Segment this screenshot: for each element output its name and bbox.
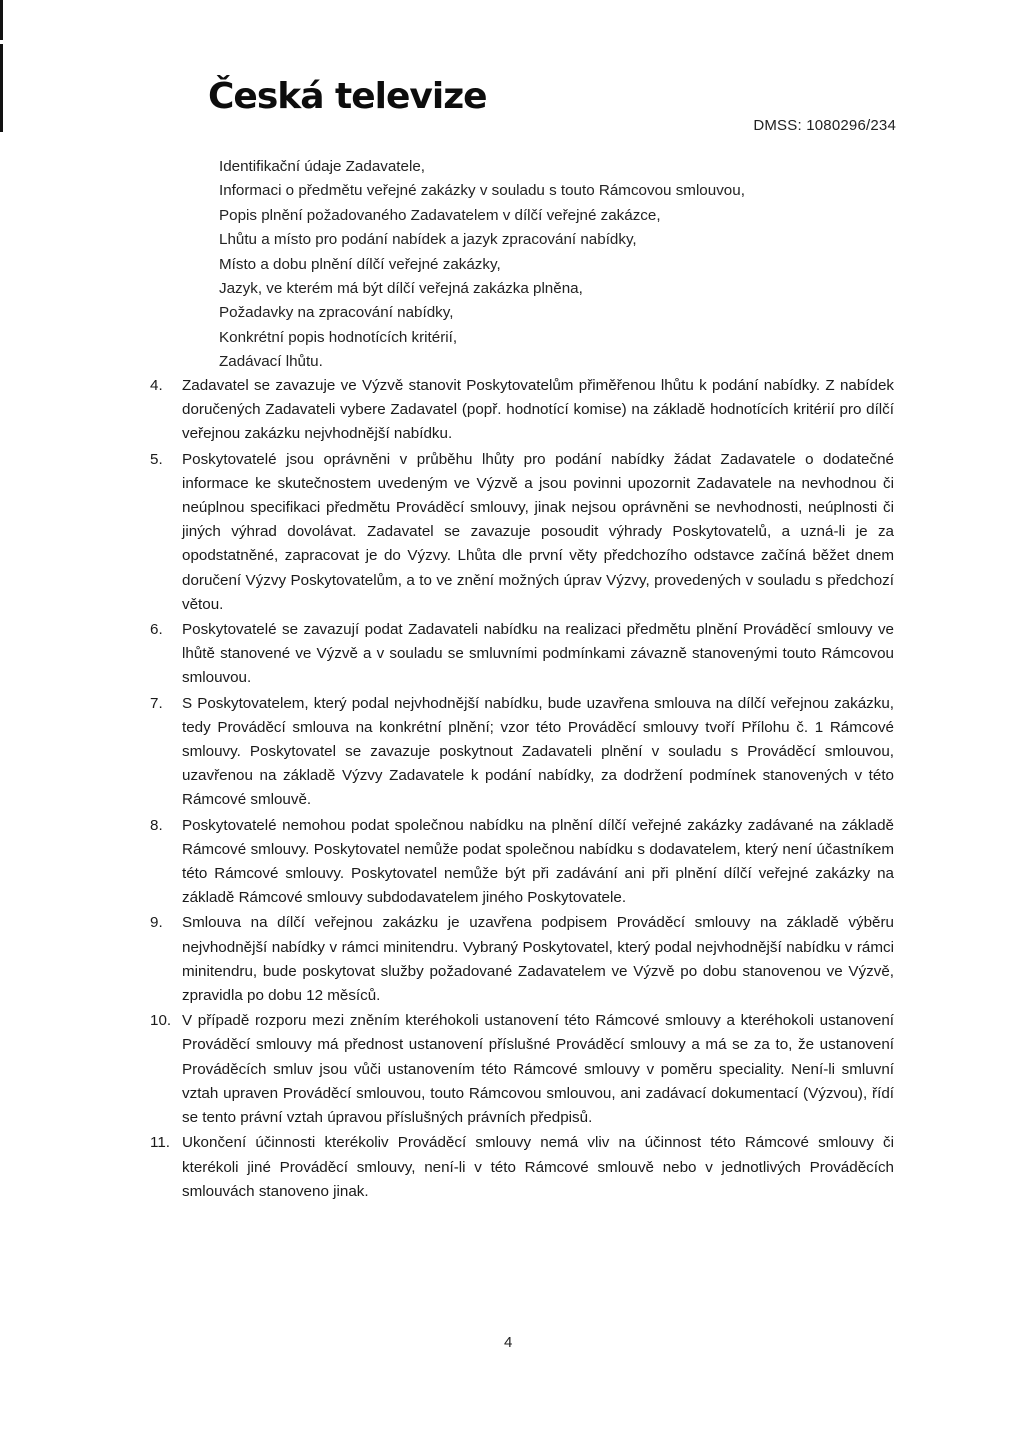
sublist-item: Místo a dobu plnění dílčí veřejné zakázky,: [219, 255, 501, 273]
clause-text: Poskytovatelé se zavazují podat Zadavateli nabídku na realizaci předmětu plnění Prováděcí smlouvy ve lhůtě stanovené ve Výzvě a v souladu se smluvními podmínkami závazně stanovenými touto Rámcovou smlouvou.: [182, 621, 894, 687]
ct-logo: Česká televize: [208, 76, 487, 117]
clause-number: 5.: [150, 450, 163, 468]
sublist-item: Lhůtu a místo pro podání nabídek a jazyk zpracování nabídky,: [219, 231, 637, 249]
sublist-item: Identifikační údaje Zadavatele,: [219, 158, 426, 175]
clause-number: 4.: [150, 377, 163, 394]
clause-text: V případě rozporu mezi zněním kteréhokoli ustanovení této Rámcové smlouvy a kteréhokoli ustanovení Prováděcí smlouvy má přednost ustanovení příslušné Prováděcí smlouvy a má se za to, že ustanovení Prováděcích smluv jsou vůči ustanovením této Rámcové smlouvy v poměru speciality. Není-li smluvní vztah upraven Prováděcí smlouvou, touto Rámcovou smlouvou, ani zadávací dokumentací (Výzvou), řídí se tento právní vztah úpravou příslušných právních předpisů.: [182, 1012, 894, 1127]
clause-number: 6.: [150, 621, 163, 639]
clause-item: [150, 618, 894, 691]
page-number: 4: [504, 1334, 513, 1351]
clause-text: Ukončení účinnosti kterékoliv Prováděcí smlouvy nemá vliv na účinnost této Rámcové smlouvy či kterékoli jiné Prováděcí smlouvy, není-li v této Rámcové smlouvě nebo v jednotlivých Prováděcích smlouvách stanoveno jinak.: [182, 1134, 894, 1200]
clause-text: Poskytovatelé nemohou podat společnou nabídku na plnění dílčí veřejné zakázky zadávané na základě Rámcové smlouvy. Poskytovatel nemůže podat společnou nabídku s dodavatelem, který není účastníkem této Rámcové smlouvy. Poskytovatel nemůže být při zadávání ani při plnění dílčí veřejné zakázky na základě Rámcové smlouvy subdodavatelem jiného Poskytovatele.: [182, 816, 894, 907]
clause-number: 9.: [150, 914, 163, 932]
clause-item: [150, 692, 894, 813]
sublist-item: Zadávací lhůtu.: [219, 353, 323, 371]
scan-edge-line: [0, 0, 3, 132]
clause-item: [150, 1131, 894, 1204]
clause-item: [150, 448, 894, 617]
clause-number: 11.: [150, 1134, 170, 1152]
clause-item: [150, 374, 894, 447]
requirements-sublist: [219, 155, 745, 375]
clause-item: [150, 814, 894, 911]
clause-item: [150, 1009, 894, 1130]
clause-text: Zadavatel se zavazuje ve Výzvě stanovit Poskytovatelům přiměřenou lhůtu k podání nabídky. Z nabídek doručených Zadavateli vybere Zadavatel (popř. hodnotící komise) na základě hodnotících kritérií pro dílčí veřejnou zakázku nejvhodnější nabídku.: [182, 377, 894, 443]
sublist-item: Požadavky na zpracování nabídky,: [219, 304, 454, 322]
clause-item: [150, 911, 894, 1008]
document-id: DMSS: 1080296/234: [753, 117, 896, 134]
clause-number: 10.: [150, 1012, 172, 1030]
clause-text: Poskytovatelé jsou oprávněni v průběhu lhůty pro podání nabídky žádat Zadavatele o dodatečné informace ke skutečnostem uvedeným ve Výzvě a jsou povinni upozornit Zadavatele na nevhodnou či neúplnou specifikaci předmětu Prováděcí smlouvy, jinak nejsou oprávněni se nevhodnosti, neúplnosti či jiných výhrad dovolávat. Zadavatel se zavazuje posoudit výhrady Poskytovatelů, a uzná-li je za opodstatněné, zapracovat je do Výzvy. Lhůta dle první věty předchozího odstavce začíná běžet dnem doručení Výzvy Poskytovatelům, a to ve znění možných úprav Výzvy, provedených v souladu s předchozí větou.: [182, 450, 894, 613]
sublist-item: Konkrétní popis hodnotících kritérií,: [219, 328, 458, 346]
clause-text: S Poskytovatelem, který podal nejvhodnější nabídku, bude uzavřena smlouva na dílčí veřejnou zakázku, tedy Prováděcí smlouva na konkrétní plnění; vzor této Prováděcí smlouvy tvoří Přílohu č. 1 Rámcové smlouvy. Poskytovatel se zavazuje poskytnout Zadavateli plnění v souladu s Prováděcí smlouvou, uzavřenou na základě Výzvy Zadavatele k podání nabídky, za dodržení podmínek stanovených v této Rámcové smlouvě.: [182, 694, 894, 809]
scan-edge-gap: [0, 40, 3, 44]
clause-number: 7.: [150, 694, 163, 712]
clause-text: Smlouva na dílčí veřejnou zakázku je uzavřena podpisem Prováděcí smlouvy na základě výběru nejvhodnější nabídky v rámci minitendru. Vybraný Poskytovatel, který podal nejvhodnější nabídku v rámci minitendru, bude poskytovat služby požadované Zadavatelem ve Výzvě po dobu stanovenou ve Výzvě, zpravidla po dobu 12 měsíců.: [182, 914, 894, 1005]
sublist-item: Informaci o předmětu veřejné zakázky v souladu s touto Rámcovou smlouvou,: [219, 182, 745, 200]
sublist-item: Jazyk, ve kterém má být dílčí veřejná zakázka plněna,: [219, 280, 583, 298]
sublist-item: Popis plnění požadovaného Zadavatelem v dílčí veřejné zakázce,: [219, 206, 661, 224]
numbered-clauses: [150, 374, 894, 1204]
clause-number: 8.: [150, 816, 163, 834]
